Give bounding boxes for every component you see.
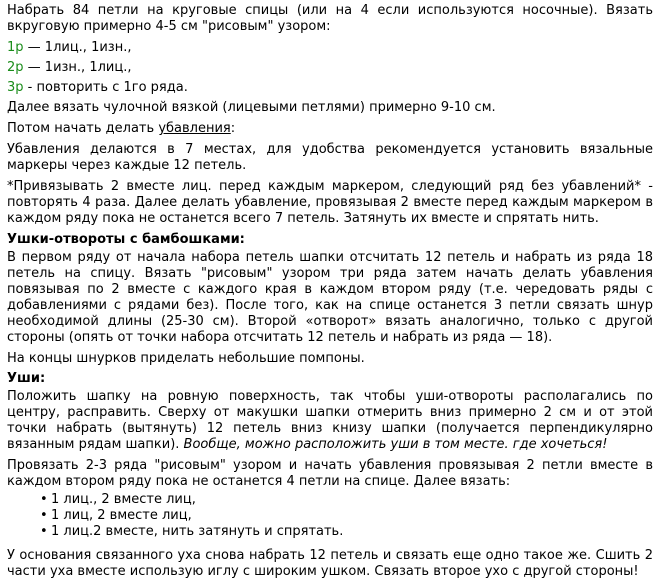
list-item: • 1 лиц, 2 вместе лиц, [51, 508, 653, 524]
stockinette-paragraph: Далее вязать чулочной вязкой (лицевыми петлями) примерно 9-10 см. [7, 100, 496, 115]
row-1-text: — 1лиц., 1изн., [23, 40, 132, 55]
list-item: • 1 лиц.2 вместе, нить затянуть и спрятать. [51, 524, 653, 540]
row-1-label: 1р [7, 40, 24, 55]
decrease-markers-paragraph: Убавления делаются в 7 местах, для удобства рекомендуется установить вязальные маркеры через каждые 12 петель. [7, 142, 653, 173]
ears-steps-list [7, 492, 653, 540]
row-3-label: 3р [7, 80, 24, 95]
earflaps-paragraph: В первом ряду от начала набора петель шапки отсчитать 12 петель и набрать из ряда 18 петель на спицу. Вязать "рисовым" узором три ряда затем начать делать убавления повязывая по 2 вместе с каждого края в каждом втором ряду (т.е. чередовать ряды с добавлениями с рядами без). После того, как на спице останется 3 петли связать шнур необходимой длины (25-30 см). Второй «отворот» вязать аналогично, только с другой стороны (опять от точки набора отсчитать 12 петель и набрать из ряда — 18). [7, 250, 653, 345]
ears-italic-note: Вообще, можно расположить уши в том месте. где хочеться! [183, 437, 608, 452]
ears-text: Положить шапку на ровную поверхность, так чтобы уши-отвороты располагались по центру, расправить. Сверху от макушки шапки отмерить вниз примерно 2 см и от этой точки набрать (вытянуть) 12 петель вниз книзу шапки (получается перпендикулярно вязанным рядам шапки). [7, 389, 653, 452]
pompoms-paragraph: На концы шнурков приделать небольшие помпоны. [7, 351, 365, 366]
row-2-text: — 1изн., 1лиц., [23, 60, 132, 75]
decrease-detail-paragraph: *Привязывать 2 вместе лиц. перед каждым маркером, следующий ряд без убавлений* - повторять 4 раза. Далее делать убавление, провязывая 2 вместе перед каждым маркером в каждом ряду пока не останется всего 7 петель. Затянуть их вместе и спрятать нить. [7, 179, 653, 226]
list-item: • 1 лиц., 2 вместе лиц, [51, 492, 653, 508]
row-3-text: - повторить с 1го ряда. [23, 80, 188, 95]
decrease-start-paragraph [7, 121, 653, 137]
ears-paragraph [7, 389, 653, 453]
ears-decrease-paragraph: Провязать 2-3 ряда "рисовым" узором и начать убавления провязывая 2 петли вместе в каждом втором ряду пока не останется 4 петли на спице. Далее вязать: [7, 458, 653, 489]
earflaps-heading: Ушки-отвороты с бамбошками: [7, 232, 245, 247]
ears-finish-paragraph: У основания связанного уха снова набрать 12 петель и связать еще одно такое же. Сшить 2 части уха вместе использую иглу с широким ушком. Связать второе ухо с другой стороны! [7, 548, 653, 579]
ears-heading: Уши: [7, 371, 46, 386]
decrease-start-suffix: : [230, 121, 236, 136]
row-3 [7, 80, 653, 96]
decrease-link[interactable]: убавления [158, 121, 231, 136]
decrease-start-prefix: Потом начать делать [7, 121, 159, 136]
row-2 [7, 60, 653, 76]
cast-on-paragraph: Набрать 84 петли на круговые спицы (или на 4 если используются носочные). Вязать вкруговую примерно 4-5 см "рисовым" узором: [7, 3, 653, 34]
row-2-label: 2р [7, 60, 24, 75]
row-1 [7, 40, 653, 56]
